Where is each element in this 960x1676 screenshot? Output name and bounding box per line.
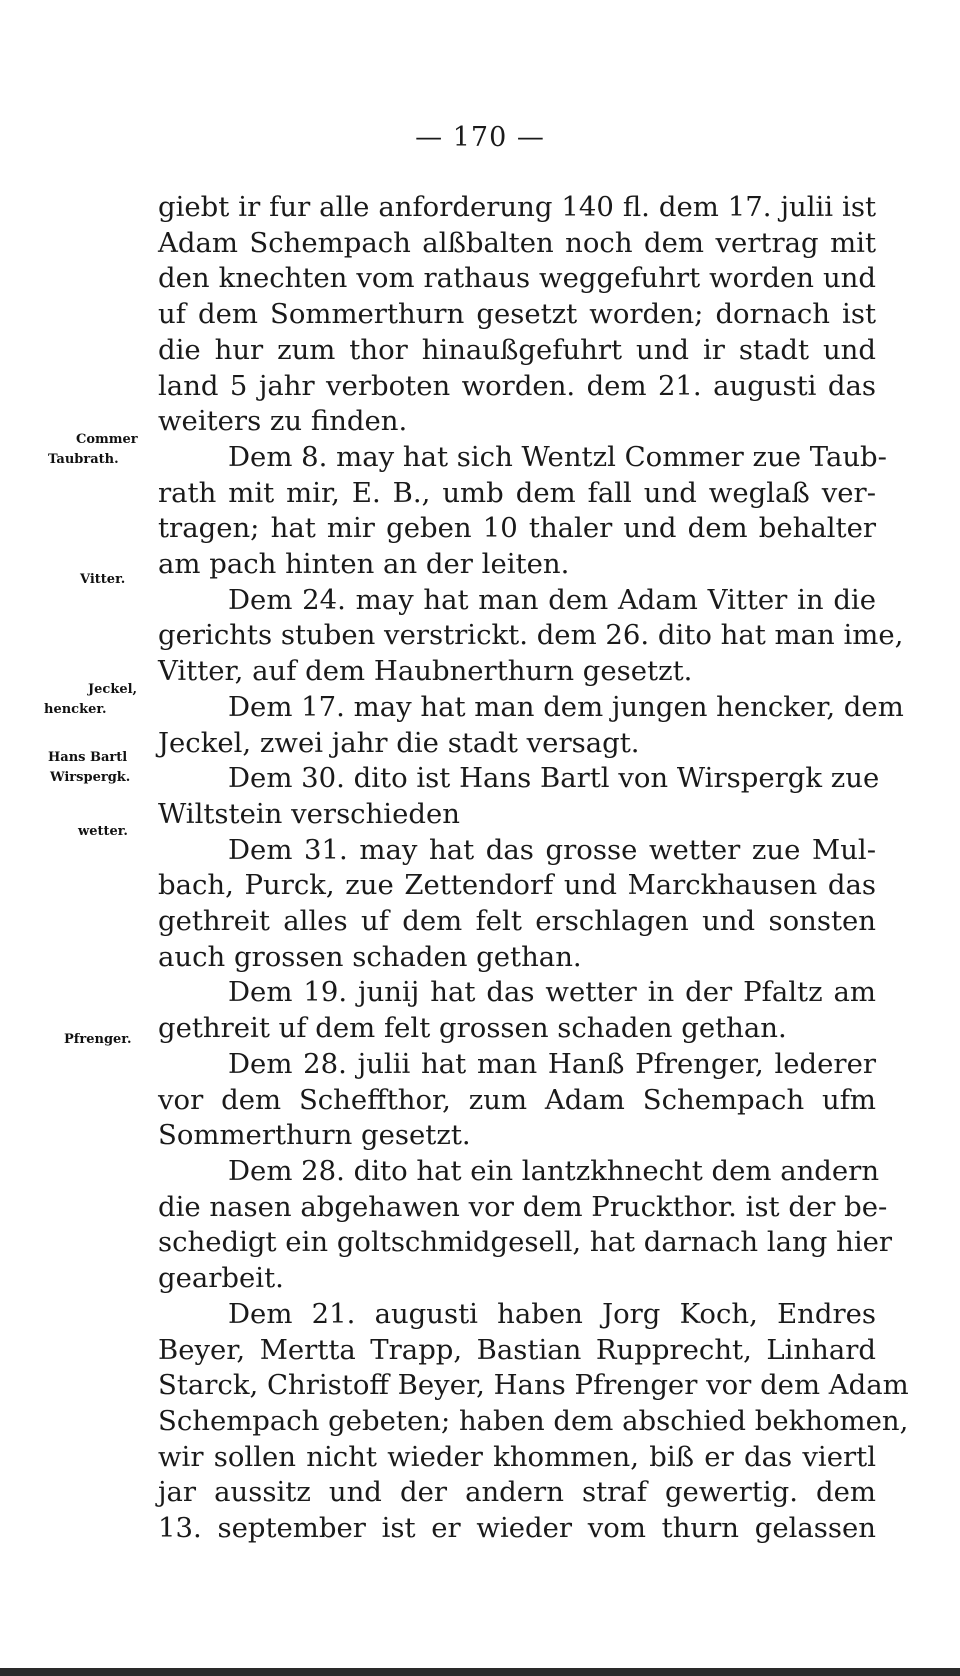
margin-note-line: Hans Bartl xyxy=(48,750,128,765)
body-text xyxy=(158,190,909,1545)
text-line: gearbeit. xyxy=(158,1262,284,1295)
text-line: Dem 28. julii hat man Hanß Pfrenger, lederer xyxy=(228,1047,876,1080)
text-line: Sommerthurn gesetzt. xyxy=(158,1119,471,1152)
text-line: Adam Schempach alßbalten noch dem vertrag mit xyxy=(158,226,876,259)
text-line: Dem 31. may hat das grosse wetter zue Mul- xyxy=(228,833,876,866)
margin-note-bartl xyxy=(48,748,130,788)
margin-note-line: wetter. xyxy=(78,824,128,839)
text-line: gerichts stuben verstrickt. dem 26. dito hat man ime, xyxy=(158,619,904,652)
text-line: auch grossen schaden gethan. xyxy=(158,940,582,973)
margin-note-line: Wirspergk. xyxy=(50,770,131,785)
margin-note-line: Pfrenger. xyxy=(64,1032,132,1047)
text-line: tragen; hat mir geben 10 thaler und dem behalter xyxy=(158,512,876,545)
text-line: land 5 jahr verboten worden. dem 21. augusti das xyxy=(158,369,876,402)
text-line: Dem 19. junij hat das wetter in der Pfaltz am xyxy=(228,976,876,1009)
text-line: Beyer, Mertta Trapp, Bastian Rupprecht, Linhard xyxy=(158,1333,876,1366)
margin-note-jeckel xyxy=(44,680,138,720)
text-line: Dem 24. may hat man dem Adam Vitter in die xyxy=(228,583,876,616)
text-line: bach, Purck, zue Zettendorf und Marckhausen das xyxy=(158,869,876,902)
text-line: giebt ir fur alle anforderung 140 fl. dem 17. julii ist xyxy=(158,191,876,223)
margin-note-line: Jeckel, xyxy=(88,682,138,697)
text-line: Vitter, auf dem Haubnerthurn gesetzt. xyxy=(158,655,693,688)
margin-note-wetter xyxy=(78,822,128,842)
text-line: Dem 17. may hat man dem jungen hencker, dem xyxy=(228,690,904,723)
margin-note-line: Commer xyxy=(76,432,138,447)
text-line: 13. september ist er wieder vom thurn gelassen xyxy=(158,1512,876,1545)
text-line: schedigt ein goltschmidgesell, hat darnach lang hier xyxy=(158,1226,893,1259)
text-line: Dem 28. dito hat ein lantzkhnecht dem andern xyxy=(228,1154,880,1187)
text-line: wir sollen nicht wieder khommen, biß er das viertl xyxy=(158,1440,876,1473)
text-line: am pach hinten an der leiten. xyxy=(158,548,570,581)
margin-note-line: Taubrath. xyxy=(48,452,119,467)
text-line: Starck, Christoff Beyer, Hans Pfrenger vor dem Adam xyxy=(158,1369,909,1402)
text-line: die nasen abgehawen vor dem Pruckthor. ist der be- xyxy=(158,1190,888,1223)
text-line: Dem 21. augusti haben Jorg Koch, Endres xyxy=(228,1297,876,1330)
page-bottom-rule xyxy=(0,1668,960,1676)
text-line: weiters zu finden. xyxy=(158,405,408,438)
text-line: den knechten vom rathaus weggefuhrt worden und xyxy=(158,262,876,295)
text-line: Dem 30. dito ist Hans Bartl von Wirspergk zue xyxy=(228,762,880,795)
margin-note-vitter xyxy=(80,570,125,590)
text-line: Schempach gebeten; haben dem abschied bekhomen, xyxy=(158,1404,909,1437)
text-line: Wiltstein verschieden xyxy=(158,797,460,830)
text-line: gethreit alles uf dem felt erschlagen und sonsten xyxy=(158,905,876,938)
text-line: rath mit mir, E. B., umb dem fall und weglaß ver- xyxy=(158,476,876,509)
page-number: — 170 — xyxy=(415,122,545,153)
margin-note-commer xyxy=(48,430,138,470)
margin-note-line: Vitter. xyxy=(80,572,126,587)
text-line: gethreit uf dem felt grossen schaden gethan. xyxy=(158,1012,787,1045)
text-line: die hur zum thor hinaußgefuhrt und ir stadt und xyxy=(158,333,876,366)
text-line: Dem 8. may hat sich Wentzl Commer zue Taub- xyxy=(228,440,887,473)
margin-note-pfrenger xyxy=(64,1030,131,1050)
text-line: vor dem Scheffthor, zum Adam Schempach ufm xyxy=(158,1083,876,1116)
text-line: Jeckel, zwei jahr die stadt versagt. xyxy=(158,726,640,759)
margin-note-line: hencker. xyxy=(44,702,107,717)
text-line: jar aussitz und der andern straf gewertig. dem xyxy=(158,1476,876,1509)
text-line: uf dem Sommerthurn gesetzt worden; dornach ist xyxy=(158,298,876,331)
